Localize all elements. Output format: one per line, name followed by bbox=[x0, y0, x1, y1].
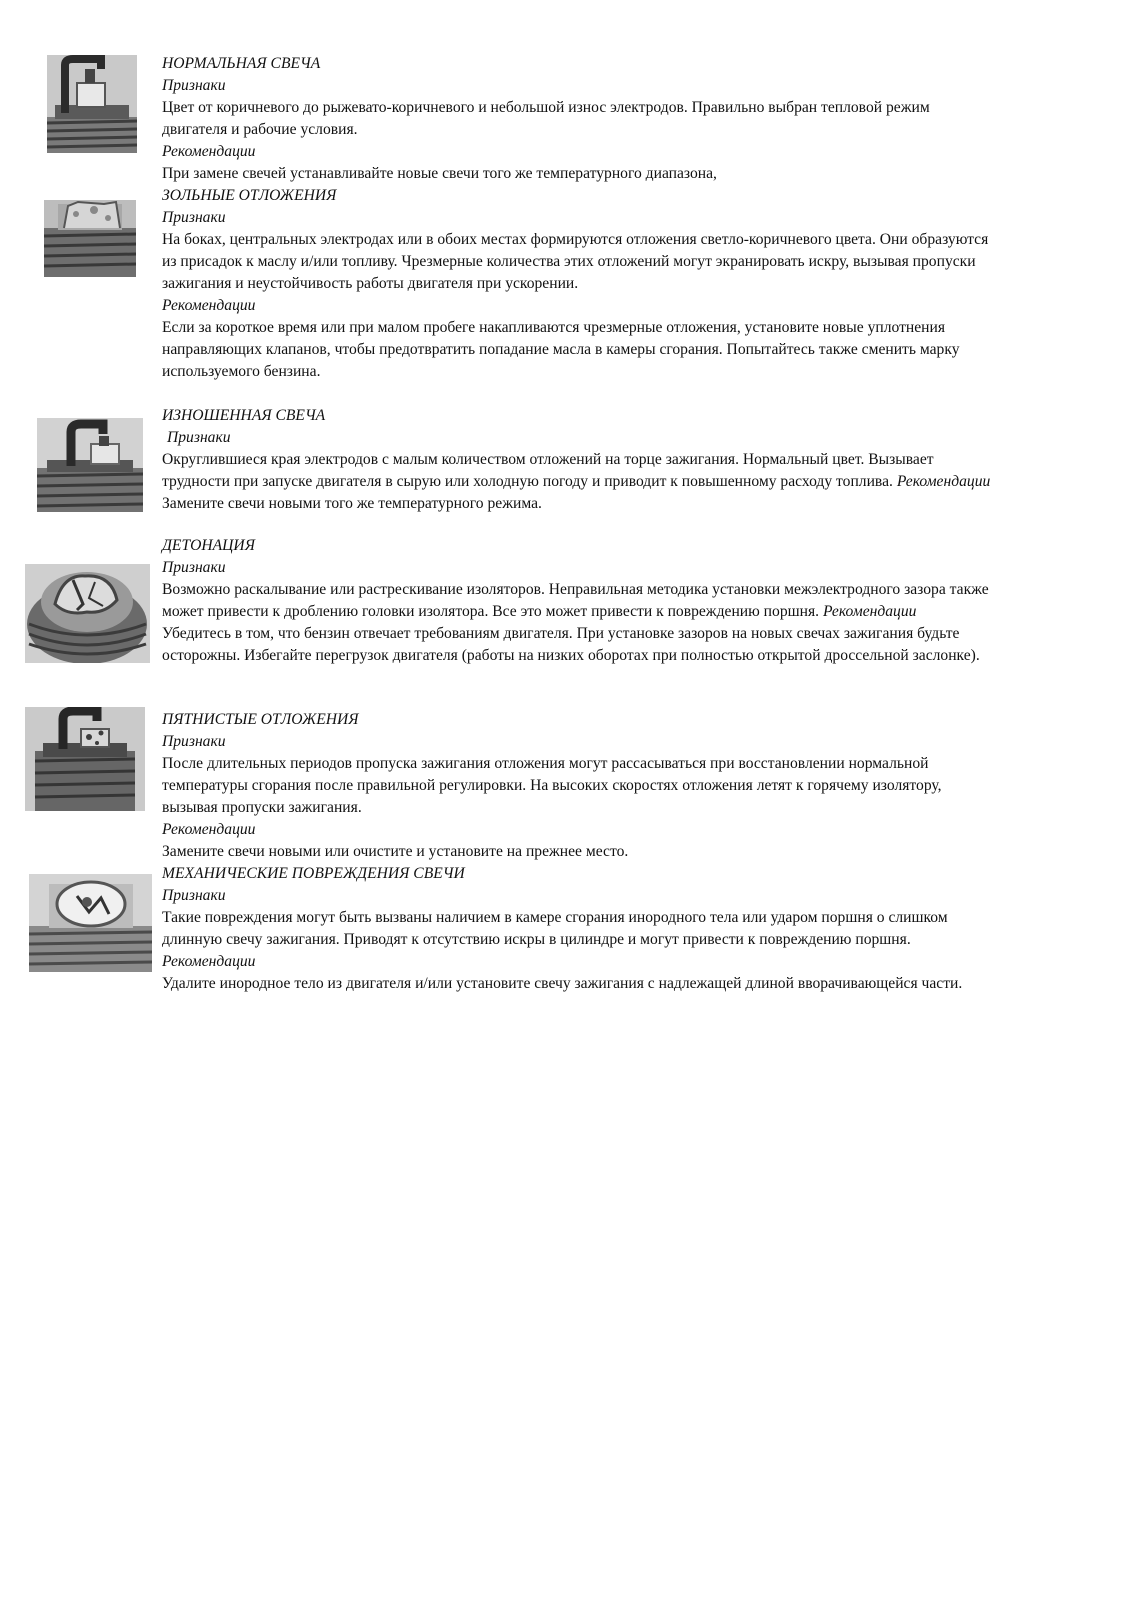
signs-text: Такие повреждения могут быть вызваны наличием в камере сгорания инородного тела или ударом поршня о слишком длинную свечу зажигания. Приводят к отсутствию искры в цилиндре и могут привести к повреждению поршня. bbox=[162, 909, 948, 948]
section-title: ДЕТОНАЦИЯ bbox=[162, 537, 255, 554]
signs-text: Цвет от коричневого до рыжевато-коричневого и небольшой износ электродов. Правильно выбран тепловой режим двигателя и рабочие условия. bbox=[162, 99, 930, 138]
recommendations-label: Рекомендации bbox=[822, 603, 917, 620]
recommendations-label: Рекомендации bbox=[162, 143, 256, 160]
signs-label: Признаки bbox=[167, 429, 231, 446]
signs-text: На боках, центральных электродах или в обоих местах формируются отложения светло-коричневого цвета. Они образуются из присадок к маслу и/или топливу. Чрезмерные количества этих отложений могут экранировать искру, вызывая пропуски зажигания и неустойчивость работы двигателя при ускорении. bbox=[162, 231, 989, 292]
recommendations-text: Удалите инородное тело из двигателя и/или установите свечу зажигания с надлежащей длиной вворачивающейся части. bbox=[162, 975, 963, 992]
recommendations-text: Убедитесь в том, что бензин отвечает требованиям двигателя. При установке зазоров на новых свечах зажигания будьте осторожны. Избегайте перегрузок двигателя (работы на низких оборотах при полностью открытой дроссельной заслонке). bbox=[162, 625, 980, 664]
signs-text: Округлившиеся края электродов с малым количеством отложений на торце зажигания. Нормальный цвет. Вызывает трудности при запуске двигателя в сырую или холодную погоду и приводит к повышенному расходу топлива. bbox=[162, 451, 934, 490]
spark-plug-photo bbox=[25, 564, 150, 663]
spark-plug-photo bbox=[29, 874, 152, 972]
recommendations-text: При замене свечей устанавливайте новые свечи того же температурного диапазона, bbox=[162, 165, 717, 182]
section-title: ПЯТНИСТЫЕ ОТЛОЖЕНИЯ bbox=[162, 711, 359, 728]
signs-label: Признаки bbox=[162, 209, 226, 226]
recommendations-label: Рекомендации bbox=[162, 953, 256, 970]
spark-plug-photo bbox=[37, 418, 143, 512]
section-title: ЗОЛЬНЫЕ ОТЛОЖЕНИЯ bbox=[162, 187, 337, 204]
signs-label: Признаки bbox=[162, 887, 226, 904]
spark-plug-photo bbox=[25, 707, 145, 811]
recommendations-text: Замените свечи новыми или очистите и установите на прежнее место. bbox=[162, 843, 629, 860]
spark-plug-photo bbox=[47, 55, 137, 153]
recommendations-text: Если за короткое время или при малом пробеге накапливаются чрезмерные отложения, установите новые уплотнения направляющих клапанов, чтобы предотвратить попадание масла в камеры сгорания. Попытайтесь также сменить марку используемого бензина. bbox=[162, 319, 960, 380]
recommendations-label: Рекомендации bbox=[162, 297, 256, 314]
signs-label: Признаки bbox=[162, 559, 226, 576]
spark-plug-photo bbox=[44, 200, 136, 277]
recommendations-text: Замените свечи новыми того же температурного режима. bbox=[162, 495, 542, 512]
signs-label: Признаки bbox=[162, 77, 226, 94]
signs-label: Признаки bbox=[162, 733, 226, 750]
recommendations-label: Рекомендации bbox=[896, 473, 991, 490]
signs-text: После длительных периодов пропуска зажигания отложения могут рассасываться при восстановлении нормальной температуры сгорания после правильной регулировки. На высоких скоростях отложения летят к горячему изолятору, вызывая пропуски зажигания. bbox=[162, 755, 942, 816]
section-title: ИЗНОШЕННАЯ СВЕЧА bbox=[162, 407, 326, 424]
recommendations-label: Рекомендации bbox=[162, 821, 256, 838]
section-title: НОРМАЛЬНАЯ СВЕЧА bbox=[162, 55, 321, 72]
signs-text: Возможно раскалывание или растрескивание изоляторов. Неправильная методика установки межэлектродного зазора также может привести к дроблению головки изолятора. Все это может привести к повреждению поршня. bbox=[162, 581, 989, 620]
section-title: МЕХАНИЧЕСКИЕ ПОВРЕЖДЕНИЯ СВЕЧИ bbox=[162, 865, 465, 882]
